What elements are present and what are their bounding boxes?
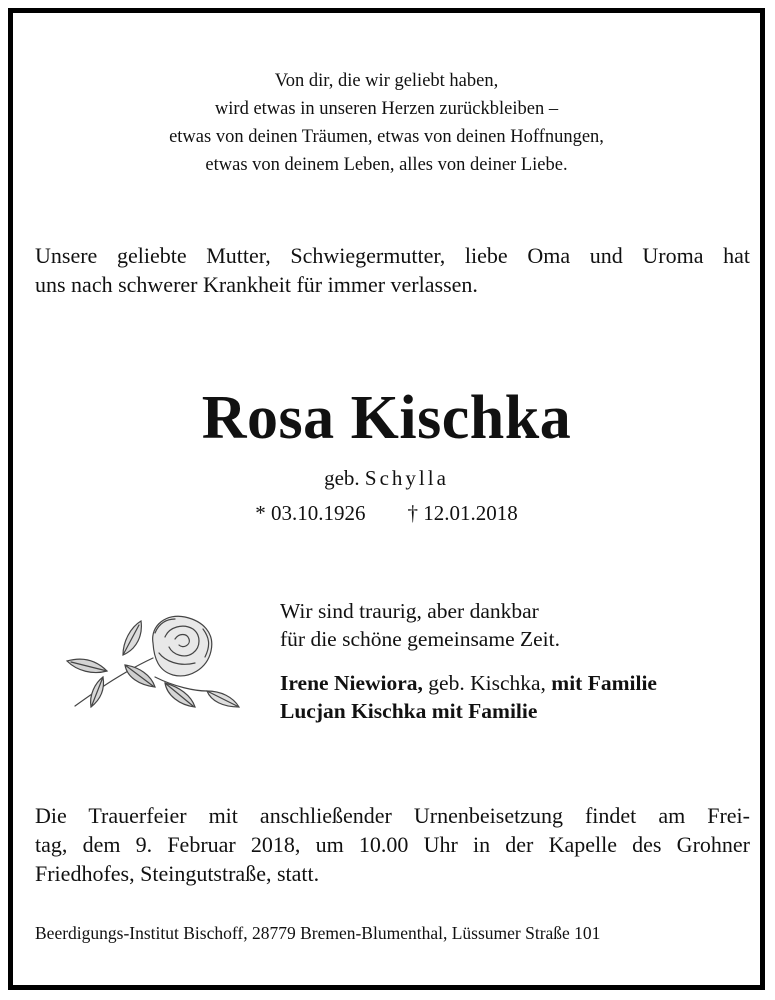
deceased-name: Rosa Kischka [201, 384, 572, 452]
rose-icon [55, 603, 245, 713]
poem-line: Von dir, die wir geliebt haben, [274, 71, 499, 91]
service-line: Die Trauerfeier mit anschließender Urnenbeisetzung findet am Frei- [35, 803, 750, 828]
funeral-service-text [35, 801, 750, 888]
poem-line: wird etwas in unseren Herzen zurückbleiben – [214, 99, 559, 119]
birth-date: * 03.10.1926 [255, 501, 366, 525]
obituary-notice [8, 8, 765, 990]
life-dates [13, 499, 760, 527]
mourner-suffix: mit Familie [551, 671, 657, 695]
gratitude-line: Wir sind traurig, aber dankbar [280, 599, 539, 623]
mourner-name: Lucjan Kischka mit Familie [280, 699, 538, 723]
mourner-row [280, 669, 750, 697]
nee-prefix: geb. [324, 466, 360, 490]
mourner-nee: geb. Kischka, [428, 671, 546, 695]
memorial-poem [13, 67, 760, 179]
gratitude-text [280, 597, 750, 653]
announcement-line: uns nach schwerer Krankheit für immer verlassen. [35, 272, 478, 297]
poem-line: etwas von deinem Leben, alles von deiner Liebe. [205, 155, 568, 175]
maiden-surname: Schylla [364, 466, 449, 490]
mourner-name: Irene Niewiora, [280, 671, 423, 695]
announcement-line: Unsere geliebte Mutter, Schwiegermutter, liebe Oma und Uroma hat [35, 243, 750, 268]
gratitude-line: für die schöne gemeinsame Zeit. [280, 627, 560, 651]
maiden-name [13, 465, 760, 491]
poem-line: etwas von deinen Träumen, etwas von deinen Hoffnungen, [169, 127, 604, 147]
funeral-home-address: Beerdigungs-Institut Bischoff, 28779 Bremen-Blumenthal, Lüssumer Straße 101 [35, 923, 601, 943]
announcement-text [35, 241, 750, 299]
mourner-row [280, 697, 750, 725]
mourners-list [280, 669, 750, 725]
death-date: † 12.01.2018 [407, 501, 518, 525]
service-line: Friedhofes, Steingutstraße, statt. [35, 861, 320, 886]
service-line: tag, dem 9. Februar 2018, um 10.00 Uhr in der Kapelle des Grohner [35, 832, 750, 857]
